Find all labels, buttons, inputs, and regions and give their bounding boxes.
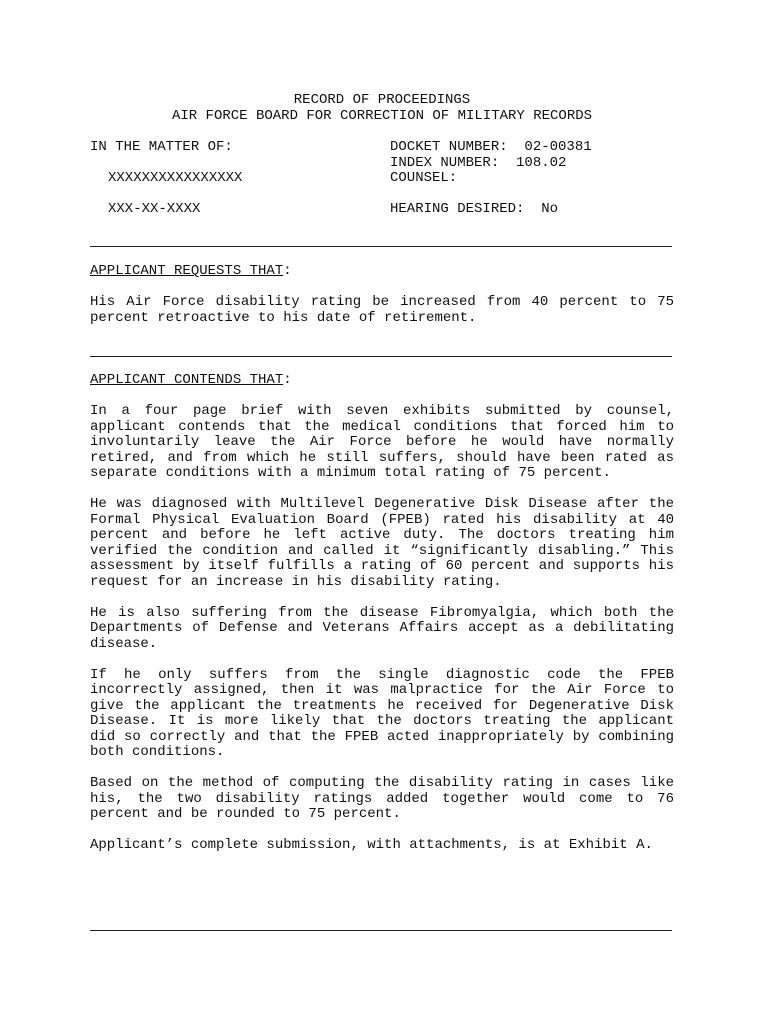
applicant-ssn: XXX-XX-XXXX: [108, 201, 201, 217]
header-title: RECORD OF PROCEEDINGS: [293, 92, 471, 108]
contends-section: [90, 373, 674, 854]
applicant-name: XXXXXXXXXXXXXXXX: [108, 170, 243, 186]
requests-heading-text: APPLICANT REQUESTS THAT: [90, 263, 284, 279]
header-board-name: AIR FORCE BOARD FOR CORRECTION OF MILITARY RECORDS: [171, 107, 593, 124]
contends-heading: [90, 373, 674, 389]
requests-section: [90, 264, 674, 326]
contends-paragraph: He was diagnosed with Multilevel Degenerative Disk Disease after the Formal Physical Evaluation Board (FPEB) rated his disability at 40 percent and before he left active duty. The doctors treating him verified the condition and called it “significantly disabling.” This assessment by itself fulfills a rating of 60 percent and supports his request for an increase in his disability rating.: [90, 496, 674, 590]
docket-number: DOCKET NUMBER: 02-00381: [390, 139, 592, 155]
hearing-desired: HEARING DESIRED: No: [390, 201, 559, 217]
divider-rule: [90, 356, 672, 357]
contends-paragraph: In a four page brief with seven exhibits submitted by counsel, applicant contends that the medical conditions that forced him to involuntarily leave the Air Force before he would have normally retired, and from which he still suffers, should have been rated as separate conditions with a minimum total rating of 75 percent.: [90, 403, 674, 481]
contends-heading-colon: :: [283, 372, 292, 388]
divider-rule: [90, 930, 672, 931]
matter-label: IN THE MATTER OF:: [90, 139, 233, 155]
document-header: [90, 93, 674, 124]
case-metadata: [90, 140, 690, 230]
contends-paragraph: He is also suffering from the disease Fibromyalgia, which both the Departments of Defense and Veterans Affairs accept as a debilitating disease.: [90, 604, 674, 652]
contends-paragraph: If he only suffers from the single diagnostic code the FPEB incorrectly assigned, then it was malpractice for the Air Force to give the applicant the treatments he received for Degenerative Disk Disease. It is more likely that the doctors treating the applicant did so correctly and that the FPEB acted inappropriately by combining both conditions.: [90, 666, 674, 760]
requests-paragraph: His Air Force disability rating be increased from 40 percent to 75 percent retroactive to his date of retirement.: [90, 294, 674, 326]
requests-heading-colon: :: [283, 263, 292, 279]
contends-heading-text: APPLICANT CONTENDS THAT: [90, 372, 284, 388]
contends-paragraph: Applicant’s complete submission, with attachments, is at Exhibit A.: [90, 837, 653, 853]
counsel-label: COUNSEL:: [390, 170, 458, 186]
contends-paragraph: Based on the method of computing the disability rating in cases like his, the two disability ratings added together would come to 76 percent and be rounded to 75 percent.: [90, 775, 674, 822]
divider-rule: [90, 246, 672, 247]
requests-heading: [90, 264, 674, 280]
index-number: INDEX NUMBER: 108.02: [390, 154, 567, 171]
